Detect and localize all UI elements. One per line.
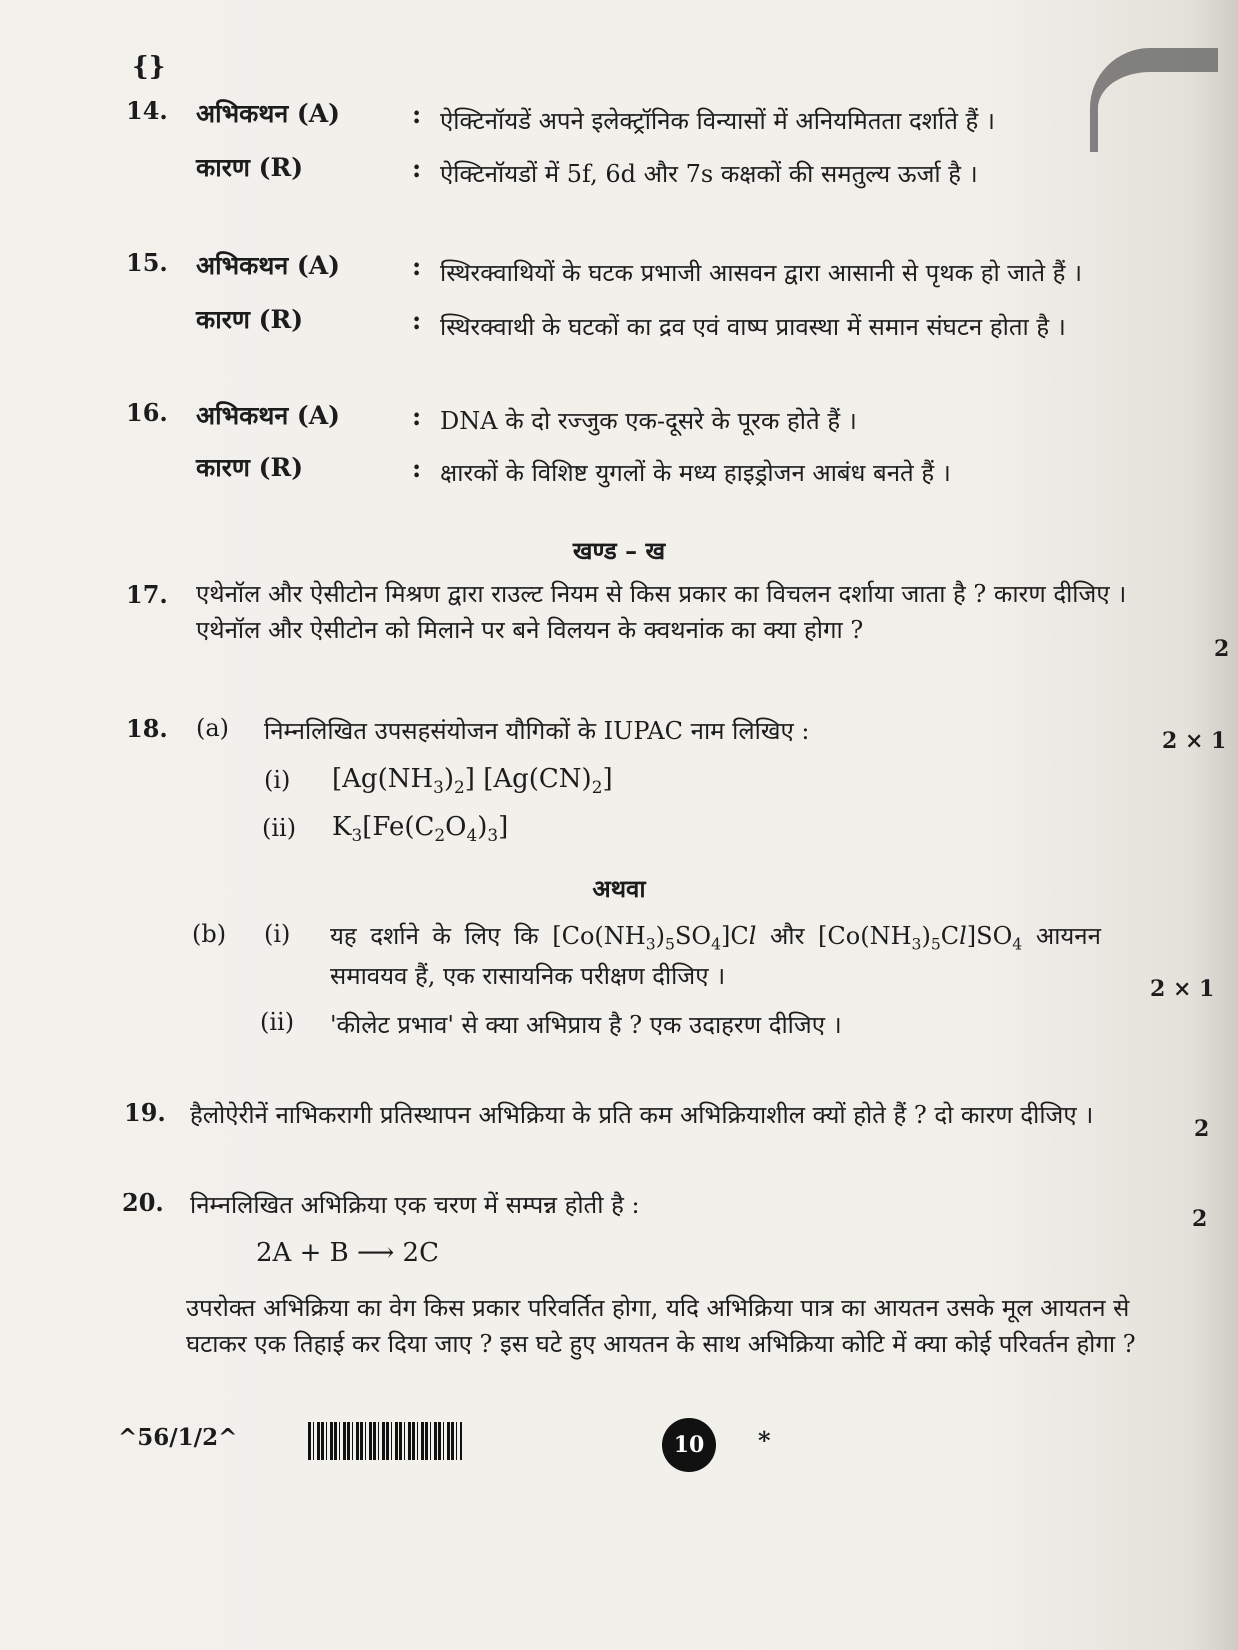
q19-text: हैलोऐरीनें नाभिकरागी प्रतिस्थापन अभिक्रिया के प्रति कम अभिक्रियाशील क्यों होते हैं ? दो कारण दीजिए । (190, 1101, 1094, 1129)
q20-marks: 2 (1192, 1206, 1208, 1232)
q17-text: एथेनॉल और ऐसीटोन मिश्रण द्वारा राउल्ट नियम से किस प्रकार का विचलन दर्शाया जाता है ? कारण दीजिए । एथेनॉल और ऐसीटोन को मिलाने पर बने विलयन के क्वथनांक का क्या होगा ? (196, 580, 1127, 644)
q18-b-ii-text: 'कीलेट प्रभाव' से क्या अभिप्राय है ? एक उदाहरण दीजिए । (330, 1011, 842, 1039)
q17-number: 17. (126, 580, 168, 609)
page-curl-decoration (1090, 48, 1218, 152)
q20-number: 20. (122, 1188, 164, 1217)
q18-or: अथवा (592, 874, 646, 903)
q16-assertion-text: DNA के दो रज्जुक एक-दूसरे के पूरक होते हैं । (440, 407, 857, 435)
q14-reason-colon: : (412, 154, 422, 183)
q18-a-label: (a) (196, 714, 230, 742)
q18-a-ii-formula: $K_3[Fe(C_2O_4)_3]$ (332, 812, 509, 845)
section-title: खण्ड – ख (572, 536, 666, 565)
q15-assertion-label: अभिकथन (A) (196, 251, 340, 280)
q16-reason-colon: : (412, 454, 422, 483)
q18-b-i-label: (i) (264, 920, 291, 948)
q16-reason-label: कारण (R) (196, 453, 304, 482)
q18-a-ii-label: (ii) (262, 814, 297, 842)
q15-reason-colon: : (412, 306, 422, 335)
q20-paragraph: उपरोक्त अभिक्रिया का वेग किस प्रकार परिवर्तित होगा, यदि अभिक्रिया पात्र का आयतन उसके मूल आयतन से घटाकर एक तिहाई कर दिया जाए ? इस घटे हुए आयतन के साथ अभिक्रिया कोटि में क्या कोई परिवर्तन होगा ? (186, 1294, 1136, 1358)
q18-a-text: निम्नलिखित उपसहसंयोजन यौगिकों के IUPAC नाम लिखिए : (264, 717, 810, 745)
q20-equation: 2A + B ⟶ 2C (256, 1238, 439, 1268)
q15-assertion-text: स्थिरक्वाथियों के घटक प्रभाजी आसवन द्वारा आसानी से पृथक हो जाते हैं । (440, 259, 1083, 287)
barcode (308, 1422, 462, 1460)
q18-a-i-formula: $[Ag(NH_3)_2]$ $[Ag(CN)_2]$ (332, 764, 613, 797)
q16-reason-text: क्षारकों के विशिष्ट युगलों के मध्य हाइड्रोजन आबंध बनते हैं । (440, 459, 951, 487)
q15-assertion-colon: : (412, 252, 422, 281)
q16-assertion-label: अभिकथन (A) (196, 401, 340, 430)
q15-reason-label: कारण (R) (196, 305, 304, 334)
q14-assertion-text: ऐक्टिनॉयडें अपने इलेक्ट्रॉनिक विन्यासों में अनियमितता दर्शाते हैं । (440, 107, 995, 135)
star-mark: * (758, 1426, 771, 1455)
q16-assertion-colon: : (412, 402, 422, 431)
q19-marks: 2 (1194, 1116, 1210, 1142)
paper-code: ^56/1/2^ (118, 1424, 238, 1451)
q14-assertion-label: अभिकथन (A) (196, 99, 340, 128)
q19-number: 19. (124, 1098, 166, 1127)
q18-b-label: (b) (192, 920, 227, 948)
page-number: 10 (662, 1418, 716, 1472)
q14-reason-label: कारण (R) (196, 153, 304, 182)
q18-b-ii-label: (ii) (260, 1008, 295, 1036)
q17-marks: 2 (1214, 636, 1230, 662)
q18-b-i-text: यह दर्शाने के लिए कि $[Co(NH_3)_5SO_4]Cl$ और $[Co(NH_3)_5Cl]SO_4$ आयनन समावयव हैं, एक रासायनिक परीक्षण दीजिए । (330, 922, 1101, 990)
q16-number: 16. (126, 398, 168, 427)
q15-number: 15. (126, 248, 168, 277)
q14-reason-text: ऐक्टिनॉयडों में 5f, 6d और 7s कक्षकों की समतुल्य ऊर्जा है । (440, 160, 978, 188)
q18-b-marks: 2 × 1 (1150, 976, 1215, 1002)
q14-number: 14. (126, 96, 168, 125)
header-mark: {} (132, 52, 166, 82)
q18-a-marks: 2 × 1 (1162, 728, 1227, 754)
q14-assertion-colon: : (412, 100, 422, 129)
q20-text: निम्नलिखित अभिक्रिया एक चरण में सम्पन्न होती है : (190, 1191, 640, 1219)
q18-number: 18. (126, 714, 168, 743)
q15-reason-text: स्थिरक्वाथी के घटकों का द्रव एवं वाष्प प्रावस्था में समान संघटन होता है । (440, 313, 1066, 341)
q18-a-i-label: (i) (264, 766, 291, 794)
